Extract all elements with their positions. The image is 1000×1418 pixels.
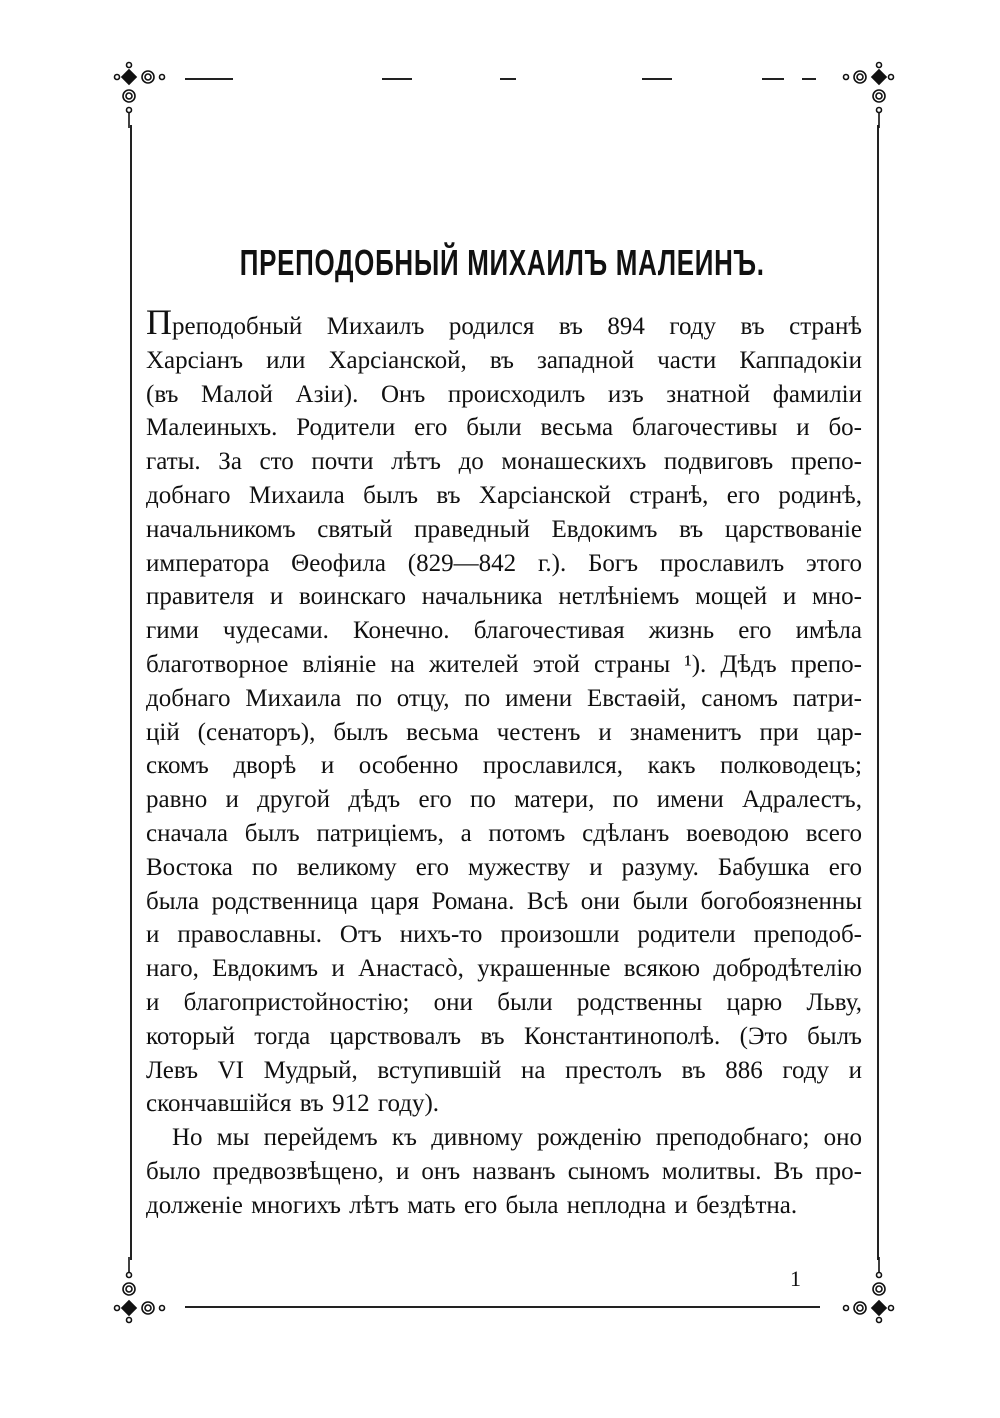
text-line-content: равно и другой дѣдъ его по матери, по имени Адралестъ, (146, 786, 862, 814)
text-line-content: гаты. За сто почти лѣтъ до монашескихъ подвиговъ препо- (146, 448, 862, 476)
text-line (146, 445, 862, 479)
top-border-segment (185, 78, 233, 80)
paragraph (146, 302, 862, 1121)
text-line-content: Востока по великому его мужеству и разуму. Бабушка его (146, 853, 862, 881)
text-line (146, 513, 862, 547)
text-line-content: правителя и воинскаго начальника нетлѣніемъ мощей и мно- (146, 583, 862, 611)
text-line (146, 918, 862, 952)
text-line-content: сначала былъ патриціемъ, а потомъ сдѣланъ воеводою всего (146, 819, 862, 847)
left-border (130, 125, 132, 1260)
text-line (146, 783, 862, 817)
text-line (146, 547, 862, 581)
corner-ornament-icon (110, 1255, 190, 1325)
text-line (146, 1155, 862, 1189)
right-border (877, 125, 879, 1260)
top-border-segment (762, 78, 784, 80)
text-line-content: скомъ дворѣ и особенно прославился, какъ полководецъ; (146, 752, 862, 780)
text-line (146, 817, 862, 851)
text-line (146, 716, 862, 750)
text-line (146, 1054, 862, 1088)
text-line (146, 986, 862, 1020)
text-line-content: было предвозвѣщено, и онъ названъ сыномъ молитвы. Въ про- (146, 1157, 862, 1185)
text-line (146, 952, 862, 986)
text-line (146, 648, 862, 682)
corner-ornament-icon (110, 60, 190, 130)
text-line-content: наго, Евдокимъ и Анастасò, украшенные всякою добродѣтелію (146, 955, 862, 983)
text-line (146, 614, 862, 648)
text-line-content: императора Θеофила (829—842 г.). Богъ прославилъ этого (146, 549, 862, 577)
text-line (146, 1020, 862, 1054)
corner-ornament-icon (818, 60, 898, 130)
text-line (146, 749, 862, 783)
text-line (146, 682, 862, 716)
text-line (146, 1121, 862, 1155)
text-line-content: добнаго Михаила былъ въ Харсіанской странѣ, его родинѣ, (146, 481, 862, 509)
text-line (146, 378, 862, 412)
paragraph (146, 1121, 862, 1222)
text-line-content: (въ Малой Азіи). Онъ происходилъ изъ знатной фамиліи (146, 380, 862, 408)
page-title: ПРЕПОДОБНЫЙ МИХАИЛЪ МАЛЕИНЪ. (239, 242, 765, 283)
text-line-content: и православны. Отъ нихъ-то произошли родители преподоб- (146, 921, 862, 949)
text-line-content: добнаго Михаила по отцу, по имени Евстаѳій, саномъ патри- (146, 684, 862, 712)
text-line-content: гими чудесами. Конечно. благочестивая жизнь его имѣла (146, 617, 862, 645)
text-line (146, 1189, 862, 1223)
text-line-content: Харсіанъ или Харсіанской, въ западной части Каппадокіи (146, 346, 862, 374)
body-text (146, 302, 862, 1223)
text-line-content: была родственница царя Романа. Всѣ они были богобоязненны (146, 887, 862, 915)
text-line-content: и благопристойностію; они были родственны царю Льву, (146, 988, 862, 1016)
text-line-content: благотворное вліяніе на жителей этой страны ¹). Дѣдъ препо- (146, 650, 862, 678)
bottom-border (185, 1306, 820, 1308)
text-line-content: Левъ VI Мудрый, вступившій на престолъ въ 886 году и (146, 1056, 862, 1084)
corner-ornament-icon (818, 1255, 898, 1325)
text-line-content: цій (сенаторъ), былъ весьма честенъ и знаменитъ при цар- (146, 718, 862, 746)
top-border-segment (500, 78, 516, 80)
top-border-segment (382, 78, 412, 80)
text-line (146, 1087, 862, 1121)
text-line (146, 302, 862, 344)
text-line (146, 479, 862, 513)
text-line-content: реподобный Михаилъ родился въ 894 году въ странѣ (172, 313, 862, 340)
text-line-content: долженіе многихъ лѣтъ мать его была неплодна и бездѣтна. (146, 1191, 798, 1219)
text-line (146, 344, 862, 378)
text-line-content: начальникомъ святый праведный Евдокимъ въ царствованіе (146, 515, 862, 543)
text-line (146, 885, 862, 919)
text-line (146, 411, 862, 445)
text-line-content: Но мы перейдемъ къ дивному рожденію преподобнаго; оно (172, 1124, 862, 1152)
text-line (146, 851, 862, 885)
text-line-content: который тогда царствовалъ въ Константинополѣ. (Это былъ (146, 1022, 862, 1050)
page-number: 1 (790, 1266, 801, 1291)
drop-cap: П (146, 302, 172, 342)
top-border-segment (642, 78, 672, 80)
text-line-content: Малеиныхъ. Родители его были весьма благочестивы и бо- (146, 414, 862, 442)
text-line-content: скончавшійся въ 912 году). (146, 1090, 440, 1118)
text-line (146, 580, 862, 614)
top-border-segment (802, 78, 816, 80)
